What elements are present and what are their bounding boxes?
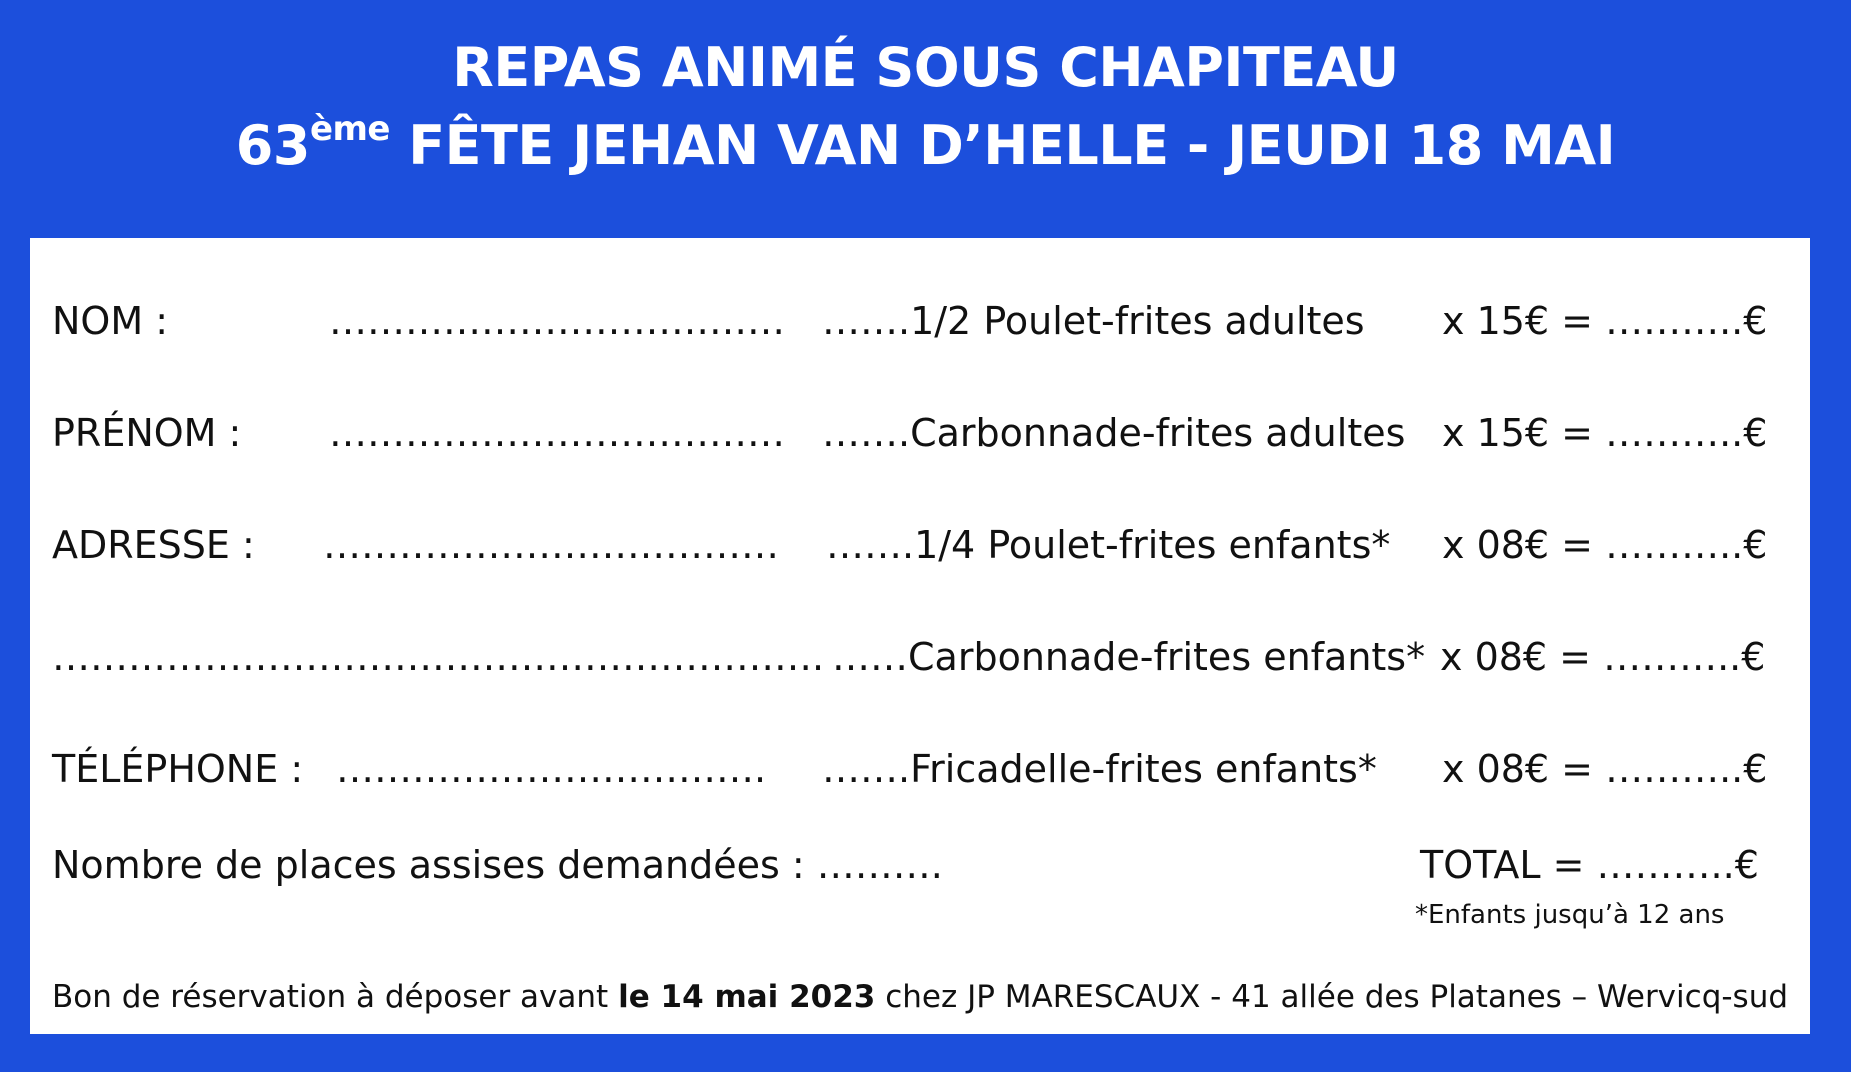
total-amount: TOTAL = ………..€ [1420,843,1759,887]
event-subtitle [0,109,1851,177]
menu-item-carbonnade-enfant: ……Carbonnade-frites enfants* [832,635,1426,679]
menu-price-fricadelle-enfant: x 08€ = ………..€ [1442,747,1768,791]
reservation-form [30,238,1810,1034]
deadline-date: le 14 mai 2023 [618,979,876,1015]
event-title: REPAS ANIMÉ SOUS CHAPITEAU [452,36,1399,99]
footer-text-before: Bon de réservation à déposer avant [51,979,619,1015]
menu-item-carbonnade-adulte: …….Carbonnade-frites adultes [822,411,1406,455]
field-blank-adresse[interactable]: ……………………………… [323,523,779,567]
field-label-prenom: PRÉNOM : [52,411,242,455]
field-label-nom: NOM : [52,299,169,343]
field-blank-nom[interactable]: ……………………………… [329,299,785,343]
menu-price-poulet-adulte: x 15€ = ………..€ [1442,299,1768,343]
field-label-adresse: ADRESSE : [52,523,255,567]
menu-item-poulet-adulte: …….1/2 Poulet-frites adultes [822,299,1365,343]
menu-price-carbonnade-adulte: x 15€ = ………..€ [1442,411,1768,455]
menu-item-fricadelle-enfant: …….Fricadelle-frites enfants* [822,747,1377,791]
children-age-note: *Enfants jusqu’à 12 ans [1415,900,1725,930]
header-banner [0,0,1851,236]
footer-text-after: chez JP MARESCAUX - 41 allée des Platanes – Wervicq-sud [875,979,1789,1015]
edition-number: 63 [235,114,310,177]
field-blank-telephone[interactable]: ……………………………. [336,747,767,791]
menu-price-carbonnade-enfant: x 08€ = ………..€ [1440,635,1766,679]
field-label-telephone: TÉLÉPHONE : [52,747,304,791]
edition-suffix: ème [309,109,390,149]
menu-item-poulet-enfant: …….1/4 Poulet-frites enfants* [826,523,1391,567]
field-blank-adresse-line2[interactable]: ……………………………………………………. [52,635,825,679]
event-date-title: FÊTE JEHAN VAN D’HELLE - JEUDI 18 MAI [389,114,1616,177]
seats-requested[interactable]: Nombre de places assises demandées : ………. [52,843,943,887]
menu-price-poulet-enfant: x 08€ = ………..€ [1442,523,1768,567]
reservation-instructions [30,979,1810,1015]
field-blank-prenom[interactable]: ……………………………… [329,411,785,455]
